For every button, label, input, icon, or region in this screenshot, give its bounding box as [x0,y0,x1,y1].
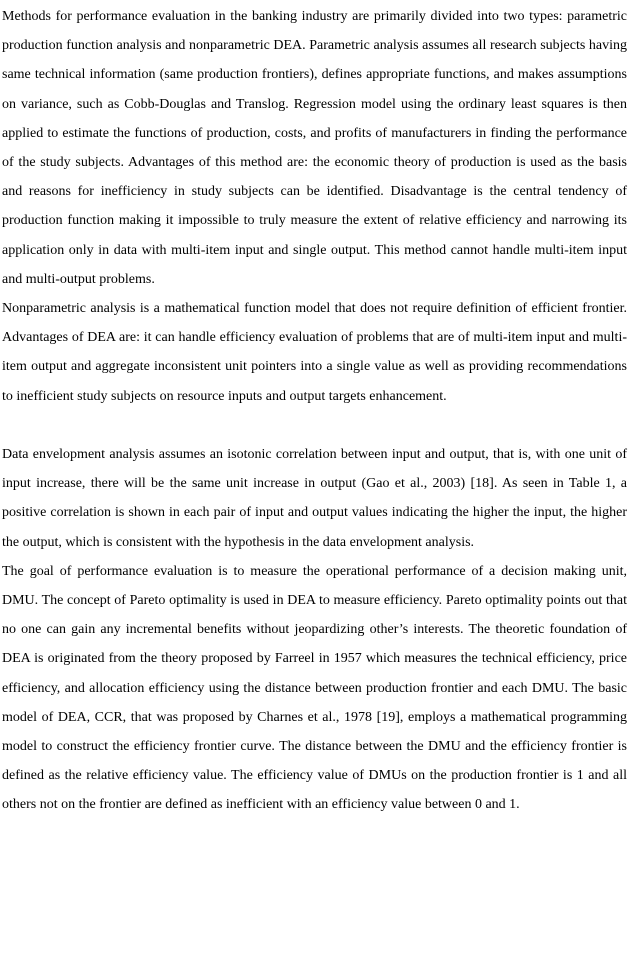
paragraph-dea-assumption: Data envelopment analysis assumes an isotonic correlation between input and output, that is, with one unit of input increase, there will be the same unit increase in output (Gao et al., 2003) [18]. As seen in Table 1, a positive correlation is shown in each pair of input and output values indicating the higher the input, the higher the output, which is consistent with the hypothesis in the data envelopment analysis. [2,447,627,550]
paragraph-nonparametric-analysis: Nonparametric analysis is a mathematical function model that does not require definition of efficient frontier. Advantages of DEA are: it can handle efficiency evaluation of problems that are of multi-item input and multi-item output and aggregate inconsistent unit pointers into a single value as well as providing recommendations to inefficient study subjects on resource inputs and output targets enhancement. [2,301,627,404]
paragraph-spacer [2,411,627,440]
paragraph-performance-goal: The goal of performance evaluation is to measure the operational performance of a decision making unit, DMU. The concept of Pareto optimality is used in DEA to measure efficiency. Pareto optimality points out that no one can gain any incremental benefits without jeopardizing other’s interests. The theoretic foundation of DEA is originated from the theory proposed by Farreel in 1957 which measures the technical efficiency, price efficiency, and allocation efficiency using the distance between production frontier and each DMU. The basic model of DEA, CCR, that was proposed by Charnes et al., 1978 [19], employs a mathematical programming model to construct the efficiency frontier curve. The distance between the DMU and the efficiency frontier is defined as the relative efficiency value. The efficiency value of DMUs on the production frontier is 1 and all others not on the frontier are defined as inefficient with an efficiency value between 0 and 1. [2,563,627,813]
paragraph-parametric-methods: Methods for performance evaluation in the banking industry are primarily divided into two types: parametric production function analysis and nonparametric DEA. Parametric analysis assumes all research subjects having same technical information (same production frontiers), defines appropriate functions, and makes assumptions on variance, such as Cobb-Douglas and Translog. Regression model using the ordinary least squares is then applied to estimate the functions of production, costs, and profits of manufacturers in finding the performance of the study subjects. Advantages of this method are: the economic theory of production is used as the basis and reasons for inefficiency in study subjects can be identified. Disadvantage is the central tendency of production function making it impossible to truly measure the extent of relative efficiency and narrowing its application only in data with multi-item input and single output. This method cannot handle multi-item input and multi-output problems. [2,9,627,287]
